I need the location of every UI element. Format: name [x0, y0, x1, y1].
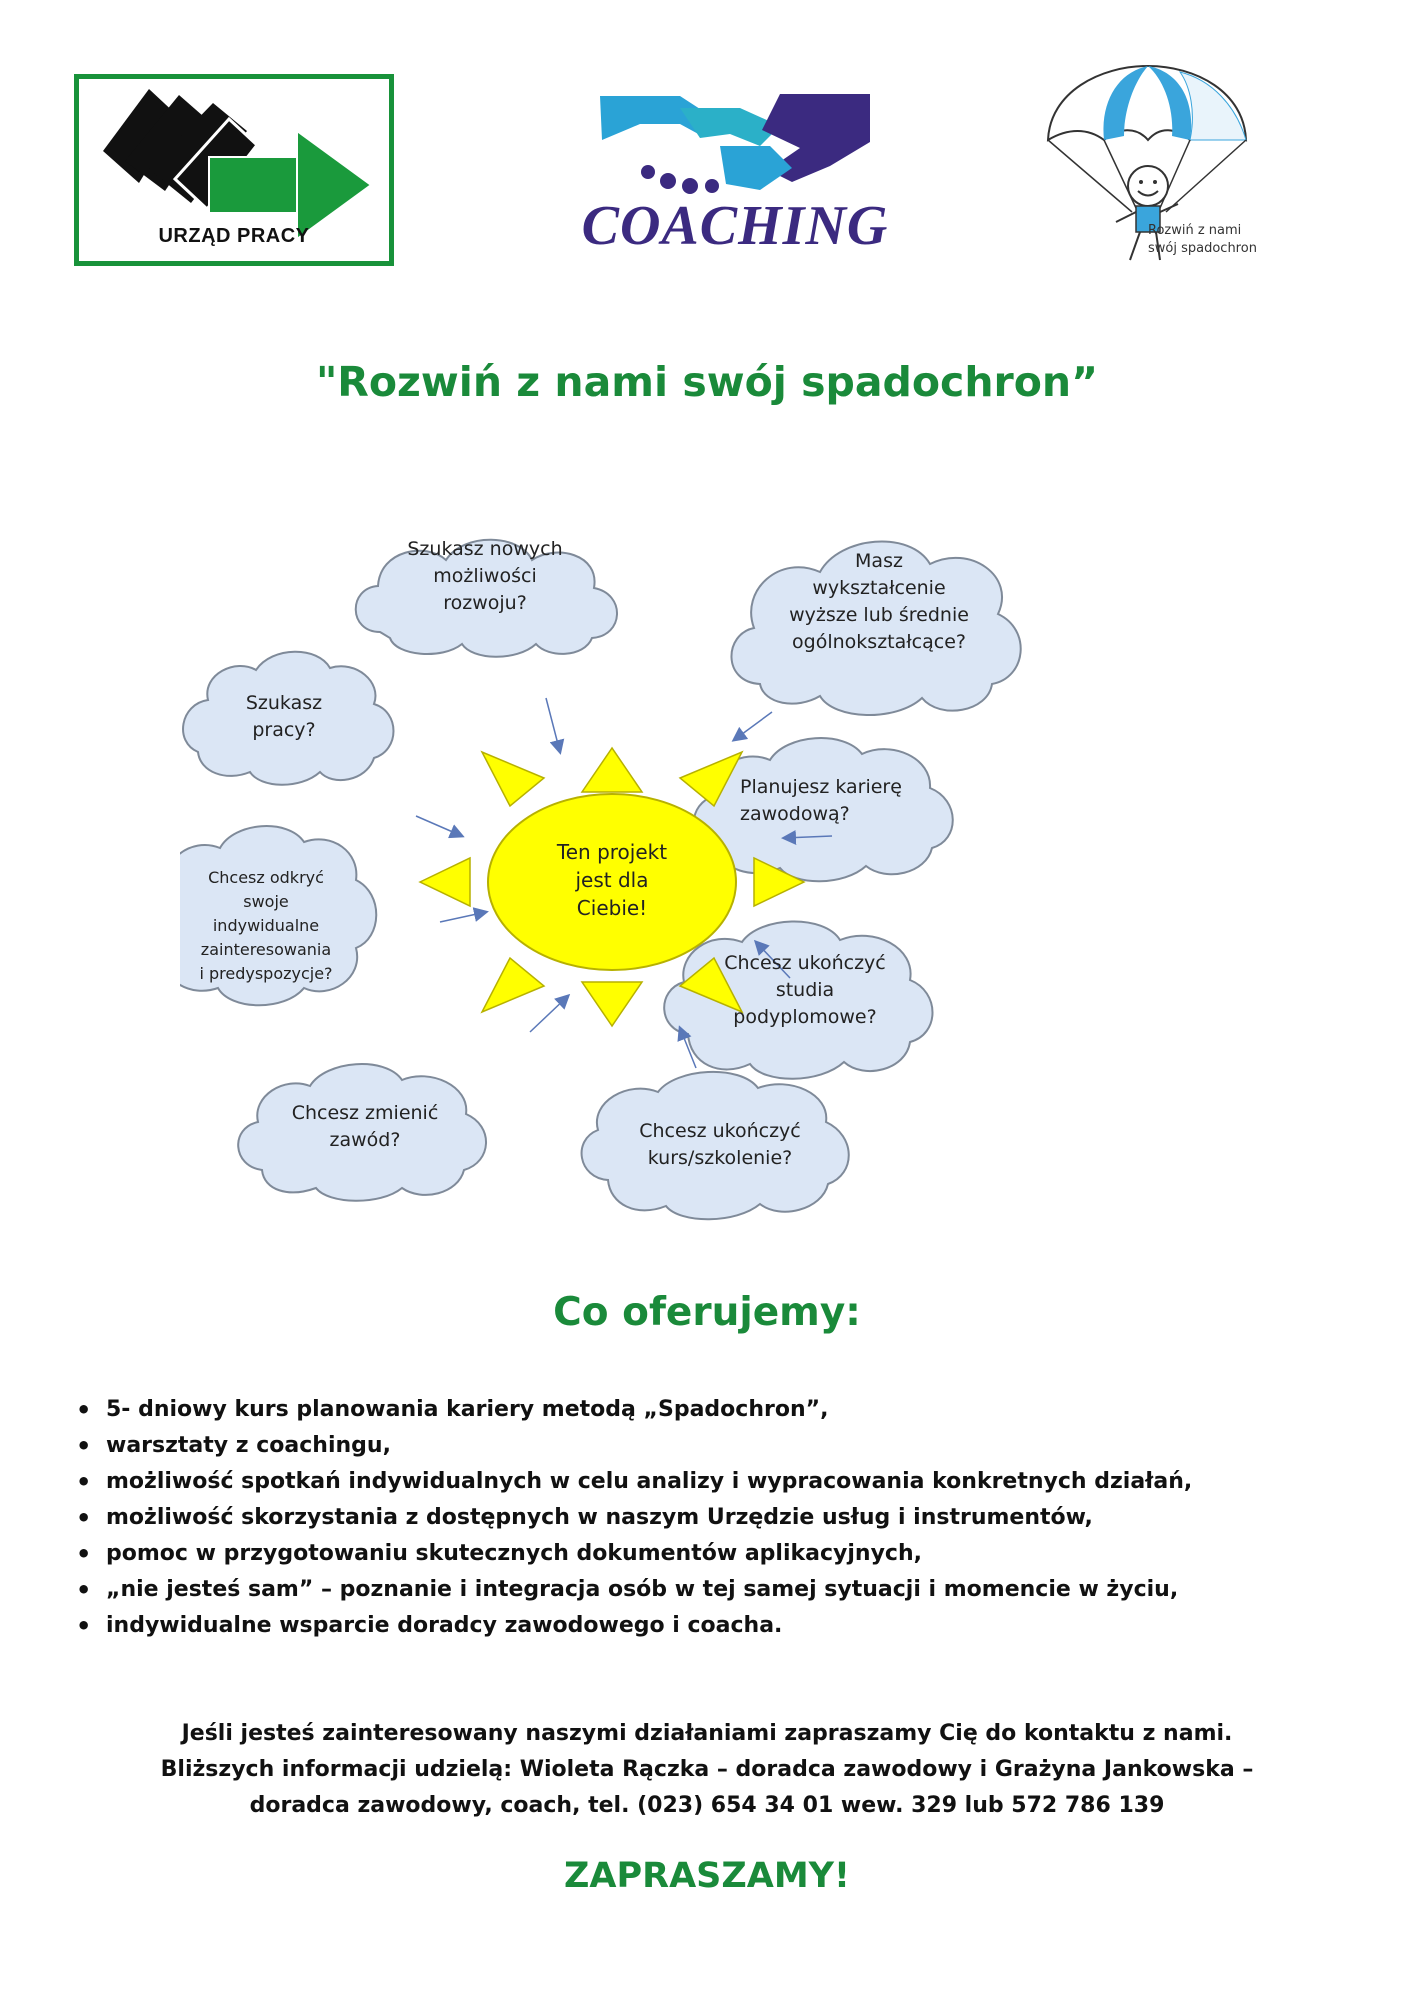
cloud-text-job-search: Szukasz pracy? — [245, 692, 323, 741]
cloud-text-course: Chcesz ukończyć kurs/szkolenie? — [639, 1120, 801, 1169]
cloud-text-change-profession: Chcesz zmienić zawód? — [291, 1102, 439, 1151]
parachute-caption — [1148, 222, 1257, 258]
coaching-logo — [530, 86, 940, 256]
contact-line3: doradca zawodowy, coach, tel. (023) 654 34 01 wew. 329 lub 572 786 139 — [249, 1793, 1165, 1818]
handshake-icon — [530, 86, 940, 196]
offer-item: • pomoc w przygotowaniu skutecznych dokumentów aplikacyjnych, — [74, 1536, 1334, 1572]
parachute-caption-line2: swój spadochron — [1148, 241, 1257, 256]
sun-ray-n — [582, 748, 642, 792]
parachute-logo — [1040, 62, 1290, 272]
sun-ray-sw — [482, 958, 544, 1012]
arrow-2 — [734, 712, 772, 740]
arrow-5 — [440, 912, 486, 922]
sun-ray-w — [420, 858, 470, 906]
offer-item: • „nie jesteś sam” – poznanie i integracja osób w tej samej sytuacji i momencie w życiu, — [74, 1572, 1334, 1608]
offer-heading: Co oferujemy: — [553, 1290, 861, 1335]
offer-item: • warsztaty z coachingu, — [74, 1428, 1334, 1464]
sun-text: Ten projekt jest dla Ciebie! — [556, 840, 668, 920]
coaching-label: COACHING — [581, 195, 889, 257]
contact-line2: Bliższych informacji udzielą: Wioleta Rączka – doradca zawodowy i Grażyna Jankowska – — [160, 1757, 1254, 1782]
offer-list — [74, 1392, 1334, 1644]
offer-item: • możliwość skorzystania z dostępnych w naszym Urzędzie usług i instrumentów, — [74, 1500, 1334, 1536]
cloud-text-education: Masz wykształcenie wyższe lub średnie ogólnokształcące? — [789, 550, 969, 653]
cloud-text-career-planning: Planujesz karierę zawodową? — [740, 776, 902, 825]
urzad-pracy-logo — [74, 74, 394, 266]
offer-item: • indywidualne wsparcie doradcy zawodowego i coacha. — [74, 1608, 1334, 1644]
closing-text: ZAPRASZAMY! — [564, 1856, 850, 1896]
page-title: "Rozwiń z nami swój spadochron” — [315, 358, 1099, 406]
cloud-text-postgraduate: Chcesz ukończyć studia podyplomowe? — [724, 952, 886, 1028]
contact-line1: Jeśli jesteś zainteresowany naszymi działaniami zapraszamy Cię do kontaktu z nami. — [181, 1721, 1233, 1746]
project-diagram — [180, 490, 1180, 1230]
urzad-pracy-label: URZĄD PRACY — [158, 225, 310, 247]
offer-item: • możliwość spotkań indywidualnych w celu analizy i wypracowania konkretnych działań, — [74, 1464, 1334, 1500]
sun-ray-s — [582, 982, 642, 1026]
cloud-text-interests: Chcesz odkryć swoje indywidualne zainteresowania i predyspozycje? — [199, 868, 333, 983]
offer-item: • 5- dniowy kurs planowania kariery metodą „Spadochron”, — [74, 1392, 1334, 1428]
sun-ray-nw — [482, 752, 544, 806]
parachute-caption-line1: Rozwiń z nami — [1148, 223, 1242, 238]
contact-info — [40, 1716, 1374, 1824]
cloud-text-new-opportunities: Szukasz nowych możliwości rozwoju? — [407, 538, 563, 614]
arrow-7 — [530, 996, 568, 1032]
arrow-3 — [416, 816, 462, 836]
arrow-1 — [546, 698, 560, 752]
